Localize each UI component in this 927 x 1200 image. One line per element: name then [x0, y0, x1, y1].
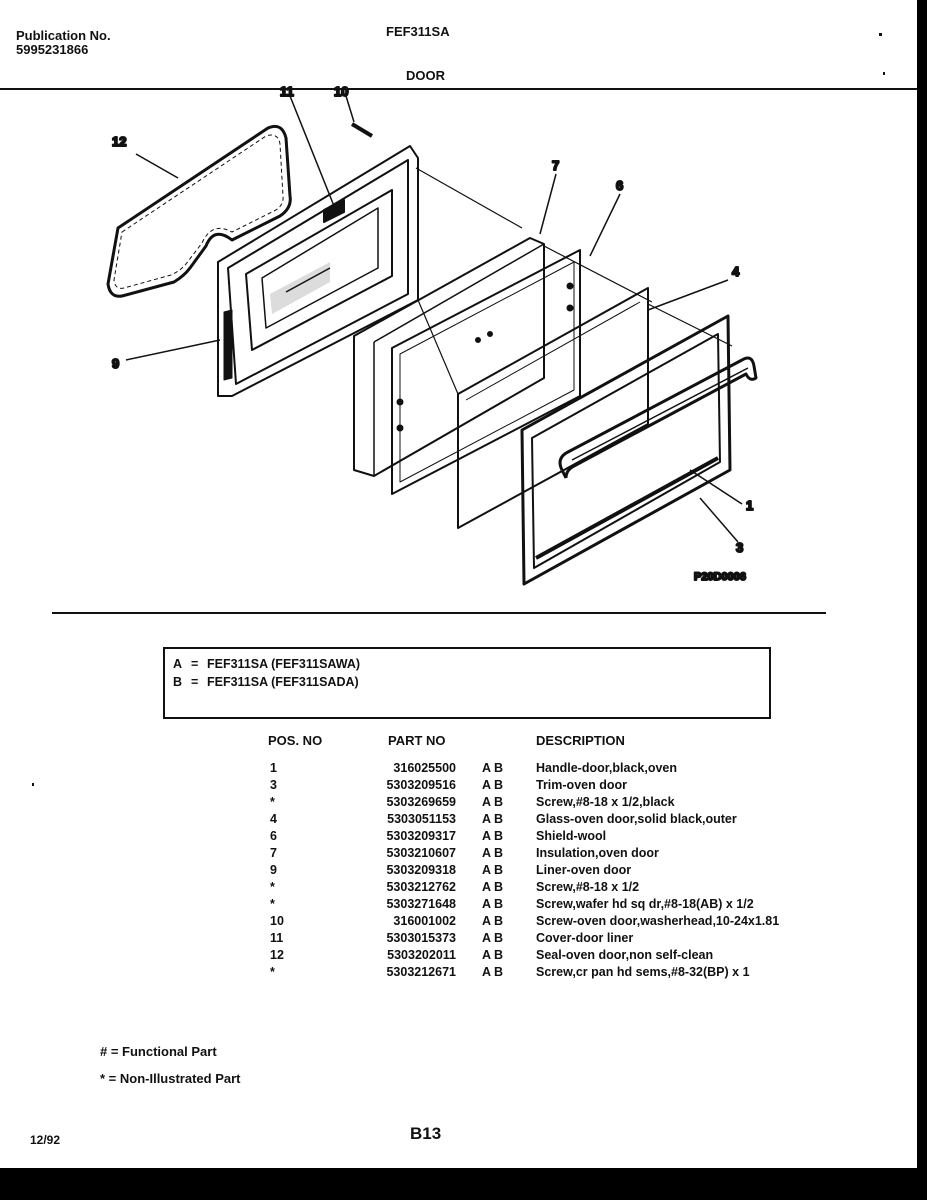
part-cell: 5303051153	[387, 812, 456, 826]
models-cell: A B	[482, 931, 504, 945]
pos-cell: 12	[270, 948, 284, 962]
pos-cell: 7	[270, 846, 277, 860]
callout-6: 6	[616, 178, 624, 193]
pos-cell: *	[270, 965, 275, 979]
publication-label: Publication No.	[16, 28, 111, 43]
part-cell: 5303202011	[387, 948, 456, 962]
legend-key-b: B	[173, 675, 183, 689]
pos-cell: *	[270, 795, 275, 809]
figure-code: P20D0006	[694, 571, 746, 583]
description-cell: Shield-wool	[536, 829, 607, 843]
callout-7: 7	[552, 158, 560, 173]
pos-cell: *	[270, 897, 275, 911]
functional-part-note: # = Functional Part	[100, 1044, 217, 1059]
pos-cell: 9	[270, 863, 277, 877]
callout-4: 4	[732, 264, 740, 279]
part-cell: 5303269659	[386, 795, 456, 809]
models-cell: A B	[482, 914, 504, 928]
gasket-seal-part	[108, 126, 290, 296]
door-liner-part	[218, 146, 418, 396]
section-title: DOOR	[406, 68, 445, 83]
part-cell: 5303209318	[386, 863, 456, 877]
wool-shield-part	[392, 250, 580, 494]
table-row	[268, 931, 828, 948]
description-cell: Glass-oven door,solid black,outer	[536, 812, 737, 826]
legend-model-b: FEF311SA (FEF311SADA)	[207, 675, 359, 689]
description-cell: Liner-oven door	[536, 863, 632, 877]
callout-11: 11	[280, 84, 294, 99]
table-row	[268, 897, 828, 914]
outer-glass-part	[458, 288, 648, 528]
section-rule	[52, 612, 826, 614]
table-row	[268, 948, 828, 965]
description-cell: Screw,wafer hd sq dr,#8-18(AB) x 1/2	[536, 897, 754, 911]
scan-speck	[879, 33, 882, 36]
revision-date: 12/92	[30, 1133, 61, 1147]
table-row	[268, 812, 828, 829]
part-cell: 5303015373	[386, 931, 456, 945]
callout-9: 9	[112, 356, 120, 371]
exploded-door-diagram	[0, 78, 917, 608]
part-cell: 5303209516	[386, 778, 456, 792]
part-cell: 316025500	[393, 761, 456, 775]
part-cell: 5303210607	[386, 846, 456, 860]
part-cell: 5303212671	[386, 965, 456, 979]
part-cell: 316001002	[393, 914, 456, 928]
models-cell: A B	[482, 948, 504, 962]
non-illustrated-part-note: * = Non-Illustrated Part	[100, 1071, 241, 1086]
description-cell: Trim-oven door	[536, 778, 627, 792]
models-cell: A B	[482, 812, 504, 826]
models-cell: A B	[482, 846, 504, 860]
oven-handle-part	[560, 358, 756, 478]
legend-model-a: FEF311SA (FEF311SAWA)	[207, 657, 361, 671]
description-cell: Screw,cr pan hd sems,#8-32(BP) x 1	[536, 965, 750, 979]
legend-eq-a: =	[191, 657, 199, 671]
legend-key-a: A	[173, 657, 183, 671]
pos-cell: 10	[270, 914, 284, 928]
table-row	[268, 965, 828, 982]
models-cell: A B	[482, 761, 504, 775]
models-cell: A B	[482, 897, 504, 911]
description-cell: Cover-door liner	[536, 931, 634, 945]
insulation-part	[354, 238, 544, 476]
callout-1: 1	[746, 498, 754, 513]
pos-cell: 4	[270, 812, 277, 826]
description-cell: Handle-door,black,oven	[536, 761, 678, 775]
table-row	[268, 880, 828, 897]
column-header-description: DESCRIPTION	[536, 733, 625, 748]
description-cell: Seal-oven door,non self-clean	[536, 948, 714, 962]
table-row	[268, 863, 828, 880]
column-header-pos: POS. NO	[268, 733, 323, 748]
callout-3: 3	[736, 540, 744, 555]
callout-10: 10	[334, 84, 349, 99]
part-cell: 5303212762	[386, 880, 456, 894]
scan-speck	[32, 783, 34, 786]
description-cell: Screw-oven door,washerhead,10-24x1.81	[536, 914, 780, 928]
models-cell: A B	[482, 829, 504, 843]
models-cell: A B	[482, 795, 504, 809]
column-header-part: PART NO	[388, 733, 446, 748]
pos-cell: 1	[270, 761, 277, 775]
description-cell: Screw,#8-18 x 1/2	[536, 880, 640, 894]
publication-number: 5995231866	[16, 42, 89, 57]
table-row	[268, 761, 828, 778]
table-row	[268, 914, 828, 931]
door-screw-part	[352, 124, 372, 136]
part-cell: 5303209317	[386, 829, 456, 843]
pos-cell: 3	[270, 778, 277, 792]
models-cell: A B	[482, 778, 504, 792]
models-cell: A B	[482, 863, 504, 877]
table-row	[268, 846, 828, 863]
model-number: FEF311SA	[386, 24, 450, 39]
models-cell: A B	[482, 965, 504, 979]
page-number: B13	[410, 1124, 442, 1143]
callout-12: 12	[112, 134, 127, 149]
model-legend	[163, 647, 771, 719]
description-cell: Insulation,oven door	[536, 846, 659, 860]
models-cell: A B	[482, 880, 504, 894]
part-cell: 5303271648	[386, 897, 456, 911]
pos-cell: 6	[270, 829, 277, 843]
description-cell: Screw,#8-18 x 1/2,black	[536, 795, 675, 809]
pos-cell: *	[270, 880, 275, 894]
scan-speck	[883, 72, 885, 75]
table-row	[268, 795, 828, 812]
table-row	[268, 778, 828, 795]
door-trim-part	[522, 316, 730, 584]
legend-eq-b: =	[191, 675, 199, 689]
pos-cell: 11	[270, 931, 284, 945]
table-row	[268, 829, 828, 846]
